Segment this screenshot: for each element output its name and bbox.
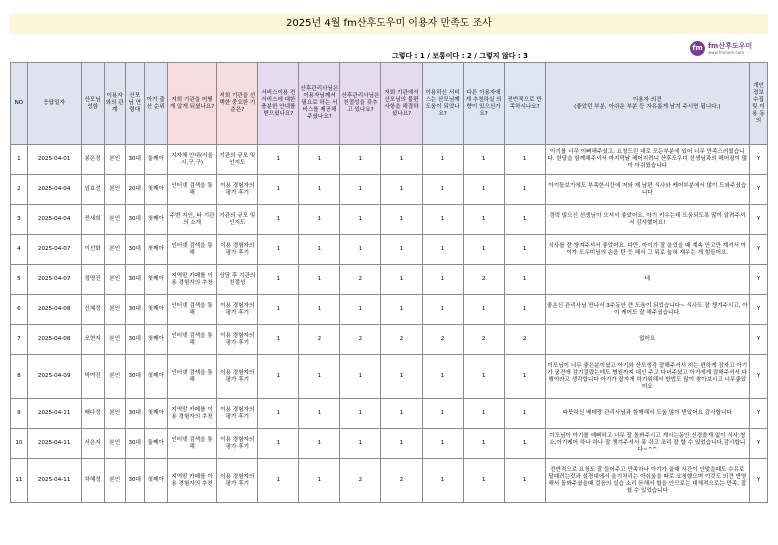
col-relation: 이용자와의 관계 bbox=[104, 63, 125, 145]
cell-age: 30대 bbox=[125, 355, 144, 399]
cell-q9: 1 bbox=[504, 355, 545, 399]
cell-age: 30대 bbox=[125, 205, 144, 235]
cell-q3: 1 bbox=[258, 429, 299, 459]
cell-q7: 1 bbox=[422, 429, 463, 459]
cell-order: 첫째아 bbox=[144, 265, 167, 295]
cell-date: 2025-04-08 bbox=[27, 295, 81, 325]
cell-opinion: 이모님이 너무 좋은분이셨고 아기와 산모생각 잘해주셔서 저는 편하게 잠자고 아기가 궁건에 감기걸렸는데도 병원까지 대신 주고 다녀주셨고 아기에게 잘해주셔서 다행이라고 생각합니다 아기가 잘자게 하기위해서 방법도 많이 찾아보시고 너무좋았어요 bbox=[545, 355, 749, 399]
cell-q2: 이용 경험자의 평가 후기 bbox=[217, 175, 258, 205]
cell-relation: 본인 bbox=[104, 295, 125, 325]
cell-q1: 지역맘 카페를 이용 경험자의 추천 bbox=[167, 265, 216, 295]
cell-date: 2025-04-09 bbox=[27, 355, 81, 399]
cell-q5: 1 bbox=[340, 205, 381, 235]
logo-brand: fm산후도우미 bbox=[708, 42, 753, 50]
cell-relation: 본인 bbox=[104, 235, 125, 265]
cell-name: 신혜정 bbox=[81, 295, 104, 325]
cell-q5: 1 bbox=[340, 235, 381, 265]
table-row bbox=[11, 429, 768, 459]
cell-no: 2 bbox=[11, 175, 28, 205]
cell-age: 30대 bbox=[125, 265, 144, 295]
col-q3: 서비스이용 전 서비스에 대한 충분한 안내를 받으셨나요? bbox=[258, 63, 299, 145]
cell-q5: 1 bbox=[340, 355, 381, 399]
cell-no: 10 bbox=[11, 429, 28, 459]
cell-q7: 1 bbox=[422, 265, 463, 295]
cell-q2: 이용 경험자의 평가 후기 bbox=[217, 355, 258, 399]
cell-q1: 인터넷 검색을 통해 bbox=[167, 429, 216, 459]
cell-q4: 1 bbox=[299, 429, 340, 459]
cell-relation: 본인 bbox=[104, 399, 125, 429]
cell-q1: 주변 지인, 타 기관의 소개 bbox=[167, 205, 216, 235]
cell-opinion: 이모님이 아기를 예뻐하고 너무 잘 돌봐주시고 게시는동안 신경쓸게 없이 식사,청소,아기케어 하나 하나 잘 챙겨주셔서 푹 쉬고 조리 잘 할 수 있었습니다,감사합니다~^^ bbox=[545, 429, 749, 459]
cell-q7: 1 bbox=[422, 399, 463, 429]
cell-no: 9 bbox=[11, 399, 28, 429]
cell-q1: 지자체 안내(서울시,구,구) bbox=[167, 145, 216, 175]
cell-q8: 2 bbox=[463, 325, 504, 355]
cell-q8: 2 bbox=[463, 265, 504, 295]
cell-name: 박여진 bbox=[81, 355, 104, 399]
cell-consent: Y bbox=[749, 399, 767, 429]
cell-q9: 1 bbox=[504, 235, 545, 265]
cell-relation: 본인 bbox=[104, 355, 125, 399]
cell-q2: 기관의 규모 및 인지도 bbox=[217, 205, 258, 235]
cell-order: 둘째아 bbox=[144, 145, 167, 175]
cell-relation: 본인 bbox=[104, 205, 125, 235]
cell-opinion: 아기돌보기에도 부족한시간에 저와 제 남편 식사와 케어부분에서 많이 도와주셨습니다 bbox=[545, 175, 749, 205]
col-order: 아기 출산 순위 bbox=[144, 63, 167, 145]
cell-consent: Y bbox=[749, 355, 767, 399]
col-name: 산모님 성함 bbox=[81, 63, 104, 145]
cell-q5: 1 bbox=[340, 399, 381, 429]
cell-q9: 1 bbox=[504, 429, 545, 459]
cell-date: 2025-04-04 bbox=[27, 175, 81, 205]
cell-q2: 이용 경험자의 평가 후기 bbox=[217, 459, 258, 503]
col-consent: 개인정보 수집 및 이용 동의 bbox=[749, 63, 767, 145]
col-q1: 저희 기관을 어떻게 알게 되셨나요? bbox=[167, 63, 216, 145]
cell-q6: 1 bbox=[381, 145, 422, 175]
cell-age: 30대 bbox=[125, 295, 144, 325]
cell-opinion: 경력 많으신 선생님이 오셔서 좋았어요. 아기 키우는데 도움되도록 많이 알려주셔서 감사했어요! bbox=[545, 205, 749, 235]
col-no: NO bbox=[11, 63, 28, 145]
cell-opinion: 식사를 잘 챙겨주셔서 좋았어요. 다만, 아이가 잘 울었을 때 계속 안고만 계셔서 아이가 도우미님의 손을 탄 듯 해서 그 뒤로 눕혀 재우는 게 힘들어요. bbox=[545, 235, 749, 265]
cell-q1: 인터넷 검색을 통해 bbox=[167, 325, 216, 355]
cell-name: 서은지 bbox=[81, 429, 104, 459]
cell-q8: 1 bbox=[463, 459, 504, 503]
cell-q7: 1 bbox=[422, 175, 463, 205]
cell-name: 정명진 bbox=[81, 265, 104, 295]
col-age: 산모님 연령대 bbox=[125, 63, 144, 145]
cell-no: 4 bbox=[11, 235, 28, 265]
cell-q7: 1 bbox=[422, 145, 463, 175]
cell-q8: 1 bbox=[463, 399, 504, 429]
cell-q8: 1 bbox=[463, 235, 504, 265]
cell-q8: 1 bbox=[463, 355, 504, 399]
table-row bbox=[11, 325, 768, 355]
cell-q7: 2 bbox=[422, 325, 463, 355]
cell-q1: 인터넷 검색을 통해 bbox=[167, 175, 216, 205]
cell-no: 6 bbox=[11, 295, 28, 325]
cell-q3: 1 bbox=[258, 145, 299, 175]
cell-q4: 1 bbox=[299, 235, 340, 265]
cell-consent: Y bbox=[749, 175, 767, 205]
cell-q4: 1 bbox=[299, 459, 340, 503]
cell-date: 2025-04-11 bbox=[27, 429, 81, 459]
col-q2: 저희 기관을 선택한 중요한 기준은? bbox=[217, 63, 258, 145]
cell-consent: Y bbox=[749, 265, 767, 295]
table-row bbox=[11, 355, 768, 399]
survey-table bbox=[10, 62, 768, 503]
cell-q4: 1 bbox=[299, 145, 340, 175]
cell-q5: 1 bbox=[340, 429, 381, 459]
cell-q6: 2 bbox=[381, 459, 422, 503]
cell-opinion: 전반적으로 요청도 잘 들어주고 만족하나 아기가 울때 시간이 안맞을때도 수유로 달래려는것과 설경대에서 울기처리는 아쉬움을 따로 요청했으며 이것도 의견 반영해서 돌봐주셨을때 걸음의 실습 소리 듣해서 할을 안므로는 대체적으로는 만족, 잘 쉴 수 있었습니다 bbox=[545, 459, 749, 503]
cell-q3: 1 bbox=[258, 205, 299, 235]
cell-consent: Y bbox=[749, 295, 767, 325]
cell-consent: Y bbox=[749, 459, 767, 503]
cell-relation: 본인 bbox=[104, 265, 125, 295]
cell-q6: 1 bbox=[381, 235, 422, 265]
cell-no: 5 bbox=[11, 265, 28, 295]
cell-q1: 인터넷 검색을 통해 bbox=[167, 355, 216, 399]
cell-opinion: 없어요 bbox=[545, 325, 749, 355]
table-row bbox=[11, 295, 768, 325]
cell-relation: 본인 bbox=[104, 429, 125, 459]
cell-order: 첫째아 bbox=[144, 205, 167, 235]
col-q5: 산후관리사님은 친절성을 갖추고 있나요? bbox=[340, 63, 381, 145]
cell-consent: Y bbox=[749, 235, 767, 265]
cell-q2: 이용 경험자의 평가 후기 bbox=[217, 399, 258, 429]
cell-consent: Y bbox=[749, 145, 767, 175]
cell-name: 봉은정 bbox=[81, 145, 104, 175]
cell-relation: 본인 bbox=[104, 175, 125, 205]
cell-q6: 1 bbox=[381, 205, 422, 235]
cell-date: 2025-04-07 bbox=[27, 265, 81, 295]
table-row bbox=[11, 175, 768, 205]
cell-q8: 1 bbox=[463, 295, 504, 325]
cell-q4: 1 bbox=[299, 265, 340, 295]
cell-consent: Y bbox=[749, 429, 767, 459]
cell-opinion: 따뜻하신 베테랑 관리사님과 함께해서 도움 많이 받았어요 감사합니다 bbox=[545, 399, 749, 429]
cell-q2: 이용 경험자의 평가 후기 bbox=[217, 325, 258, 355]
cell-q9: 1 bbox=[504, 145, 545, 175]
cell-q6: 2 bbox=[381, 325, 422, 355]
col-opinion: 이용자 의견 (좋았던 부분, 아쉬운 부분 등 자유롭게 남겨 주시면 됩니다.) bbox=[545, 63, 749, 145]
header-row bbox=[11, 63, 768, 145]
cell-opinion: 좋은신 관리사님 만나서 3주동안 큰 도움이 되었습니다~ 식사도 잘 챙겨주시고, 아이 케어도 잘 해주셨습니다. bbox=[545, 295, 749, 325]
cell-opinion: 네 bbox=[545, 265, 749, 295]
cell-q6: 1 bbox=[381, 429, 422, 459]
cell-q8: 1 bbox=[463, 175, 504, 205]
cell-q6: 1 bbox=[381, 175, 422, 205]
cell-q3: 1 bbox=[258, 325, 299, 355]
cell-q5: 2 bbox=[340, 325, 381, 355]
cell-q4: 1 bbox=[299, 355, 340, 399]
cell-q4: 1 bbox=[299, 175, 340, 205]
col-q9: 전반적으로 만족하시나요? bbox=[504, 63, 545, 145]
survey-body bbox=[11, 145, 768, 503]
cell-no: 11 bbox=[11, 459, 28, 503]
cell-q3: 1 bbox=[258, 295, 299, 325]
cell-q7: 1 bbox=[422, 235, 463, 265]
cell-q9: 1 bbox=[504, 459, 545, 503]
cell-q9: 2 bbox=[504, 325, 545, 355]
cell-q2: 이용 경험자의 평가 후기 bbox=[217, 235, 258, 265]
cell-name: 차혜정 bbox=[81, 459, 104, 503]
cell-date: 2025-04-11 bbox=[27, 399, 81, 429]
cell-q2: 상담 후 기관의 친절성 bbox=[217, 265, 258, 295]
cell-q9: 1 bbox=[504, 205, 545, 235]
table-row bbox=[11, 265, 768, 295]
logo-url: www.fmmom.com bbox=[708, 50, 745, 55]
cell-q4: 1 bbox=[299, 295, 340, 325]
cell-name: 임효선 bbox=[81, 175, 104, 205]
cell-q4: 1 bbox=[299, 205, 340, 235]
cell-q9: 1 bbox=[504, 175, 545, 205]
cell-date: 2025-04-11 bbox=[27, 459, 81, 503]
cell-opinion: 아기를 너무 이뻐해주셨고, 요청드린 대로 모든부분에 있어 너무 만족스러웠습니다. 한달을 함께해주셔서 마지막날 헤어지려니 산후도우미 선생님과의 헤어짐이 많이 아쉬웠습니다 bbox=[545, 145, 749, 175]
cell-name: 전세희 bbox=[81, 205, 104, 235]
cell-no: 3 bbox=[11, 205, 28, 235]
page-title: 2025년 4월 fm산후도우미 이용자 만족도 조사 bbox=[10, 14, 768, 34]
cell-date: 2025-04-07 bbox=[27, 235, 81, 265]
cell-name: 배다정 bbox=[81, 399, 104, 429]
cell-order: 첫째아 bbox=[144, 325, 167, 355]
col-q8: 다른 이용자에게 추천하실 의향이 있으신가요? bbox=[463, 63, 504, 145]
cell-q3: 1 bbox=[258, 235, 299, 265]
cell-age: 30대 bbox=[125, 145, 144, 175]
cell-q5: 1 bbox=[340, 295, 381, 325]
col-date: 응답일자 bbox=[27, 63, 81, 145]
table-row bbox=[11, 145, 768, 175]
cell-q4: 2 bbox=[299, 325, 340, 355]
cell-name: 이선화 bbox=[81, 235, 104, 265]
cell-no: 8 bbox=[11, 355, 28, 399]
cell-date: 2025-04-08 bbox=[27, 325, 81, 355]
cell-name: 오현지 bbox=[81, 325, 104, 355]
cell-q7: 1 bbox=[422, 205, 463, 235]
cell-q5: 1 bbox=[340, 175, 381, 205]
cell-q2: 이용 경험자의 평가 후기 bbox=[217, 429, 258, 459]
cell-q6: 1 bbox=[381, 265, 422, 295]
cell-q6: 1 bbox=[381, 295, 422, 325]
cell-q2: 기관의 규모 및 인지도 bbox=[217, 145, 258, 175]
cell-order: 둘째아 bbox=[144, 429, 167, 459]
cell-q1: 인터넷 검색을 통해 bbox=[167, 295, 216, 325]
cell-q5: 2 bbox=[340, 459, 381, 503]
cell-q1: 지역맘 카페를 이용 경험자의 추천 bbox=[167, 459, 216, 503]
cell-age: 30대 bbox=[125, 399, 144, 429]
cell-q9: 1 bbox=[504, 295, 545, 325]
cell-q3: 1 bbox=[258, 175, 299, 205]
cell-relation: 본인 bbox=[104, 459, 125, 503]
col-q6: 저희 기관에서 산모님의 불편사항을 해결하셨나요? bbox=[381, 63, 422, 145]
cell-date: 2025-04-01 bbox=[27, 145, 81, 175]
cell-q3: 1 bbox=[258, 355, 299, 399]
rating-legend: 그렇다 : 1 / 보통이다 : 2 / 그렇지 않다 : 3 bbox=[391, 52, 529, 60]
cell-consent: Y bbox=[749, 205, 767, 235]
cell-q9: 1 bbox=[504, 399, 545, 429]
cell-order: 첫째아 bbox=[144, 295, 167, 325]
logo-mark: fm bbox=[690, 41, 705, 56]
cell-no: 1 bbox=[11, 145, 28, 175]
cell-q5: 2 bbox=[340, 265, 381, 295]
cell-relation: 본인 bbox=[104, 325, 125, 355]
cell-q1: 지역맘 카페를 이용 경험자의 추천 bbox=[167, 399, 216, 429]
cell-q3: 1 bbox=[258, 399, 299, 429]
table-row bbox=[11, 235, 768, 265]
table-row bbox=[11, 205, 768, 235]
cell-age: 30대 bbox=[125, 235, 144, 265]
cell-order: 첫째아 bbox=[144, 399, 167, 429]
cell-age: 30대 bbox=[125, 429, 144, 459]
cell-q6: 1 bbox=[381, 399, 422, 429]
cell-order: 첫째아 bbox=[144, 459, 167, 503]
cell-order: 첫째아 bbox=[144, 235, 167, 265]
cell-q7: 1 bbox=[422, 295, 463, 325]
cell-consent: Y bbox=[749, 325, 767, 355]
table-row bbox=[11, 459, 768, 503]
cell-q6: 1 bbox=[381, 355, 422, 399]
cell-order: 첫째아 bbox=[144, 175, 167, 205]
cell-q9: 1 bbox=[504, 265, 545, 295]
cell-age: 30대 bbox=[125, 325, 144, 355]
cell-q4: 1 bbox=[299, 399, 340, 429]
cell-q7: 1 bbox=[422, 459, 463, 503]
cell-no: 7 bbox=[11, 325, 28, 355]
cell-q7: 1 bbox=[422, 355, 463, 399]
col-q7: 이용하신 서비스는 산모님께 도움이 되었나요? bbox=[422, 63, 463, 145]
cell-order: 첫째아 bbox=[144, 355, 167, 399]
cell-age: 20대 bbox=[125, 175, 144, 205]
cell-q1: 인터넷 검색을 통해 bbox=[167, 235, 216, 265]
cell-q8: 1 bbox=[463, 429, 504, 459]
cell-q5: 1 bbox=[340, 145, 381, 175]
cell-age: 30대 bbox=[125, 459, 144, 503]
cell-q8: 1 bbox=[463, 145, 504, 175]
company-logo bbox=[690, 40, 770, 60]
col-q4: 산후관리사님은 이용자님께서 필요로 하는 서비스를 제공해 주셨나요? bbox=[299, 63, 340, 145]
cell-q8: 1 bbox=[463, 205, 504, 235]
cell-q3: 1 bbox=[258, 265, 299, 295]
cell-relation: 본인 bbox=[104, 145, 125, 175]
cell-q3: 1 bbox=[258, 459, 299, 503]
cell-date: 2025-04-04 bbox=[27, 205, 81, 235]
table-row bbox=[11, 399, 768, 429]
cell-q2: 이용 경험자의 평가 후기 bbox=[217, 295, 258, 325]
